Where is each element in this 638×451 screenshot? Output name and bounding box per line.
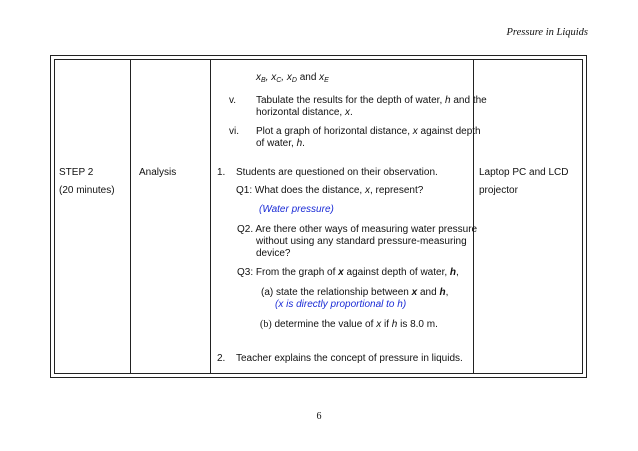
page-number: 6 [316,411,322,422]
table-inner-border [54,59,583,374]
duration-label: (20 minutes) [59,185,115,196]
step-v-line2: horizontal distance, x. [256,107,353,118]
stage-label: STEP 2 [59,167,94,178]
resources-line2: projector [479,185,518,196]
column-divider [130,60,131,373]
step-vi-line2: of water, h. [256,138,305,149]
variable-list: $x_B$, $x_C$, $x_D$ and $x_E$ [256,72,329,84]
sub-question-a: (a) state the relationship between x and h, [261,287,449,298]
item-1-number: 1. [217,167,226,178]
answer-a: (x is directly proportional to h) [275,299,407,310]
answer-1: (Water pressure) [259,204,334,215]
phase-label: Analysis [139,167,177,178]
running-header: Pressure in Liquids [506,27,588,38]
lesson-plan-table [50,55,587,378]
step-vi-line1: Plot a graph of horizontal distance, x against depth [256,126,481,137]
step-v-number: v. [229,95,237,106]
step-vi-number: vi. [229,126,239,137]
sub-question-b: (b) determine the value of x if h is 8.0 m. [260,319,438,330]
item-2-number: 2. [217,353,226,364]
item-1-text: Students are questioned on their observation. [236,167,438,178]
question-1: Q1: What does the distance, x, represent? [236,185,424,196]
question-2-line2: without using any standard pressure-measuring [256,236,467,247]
question-2-line1: Q2. Are there other ways of measuring water pressure [237,224,478,235]
step-v-line1: Tabulate the results for the depth of water, h and the [256,95,487,106]
resources-line1: Laptop PC and LCD [479,167,569,178]
question-3: Q3: From the graph of x against depth of water, h, [237,267,459,278]
column-divider [210,60,211,373]
item-2-text: Teacher explains the concept of pressure in liquids. [236,353,463,364]
question-2-line3: device? [256,248,291,259]
